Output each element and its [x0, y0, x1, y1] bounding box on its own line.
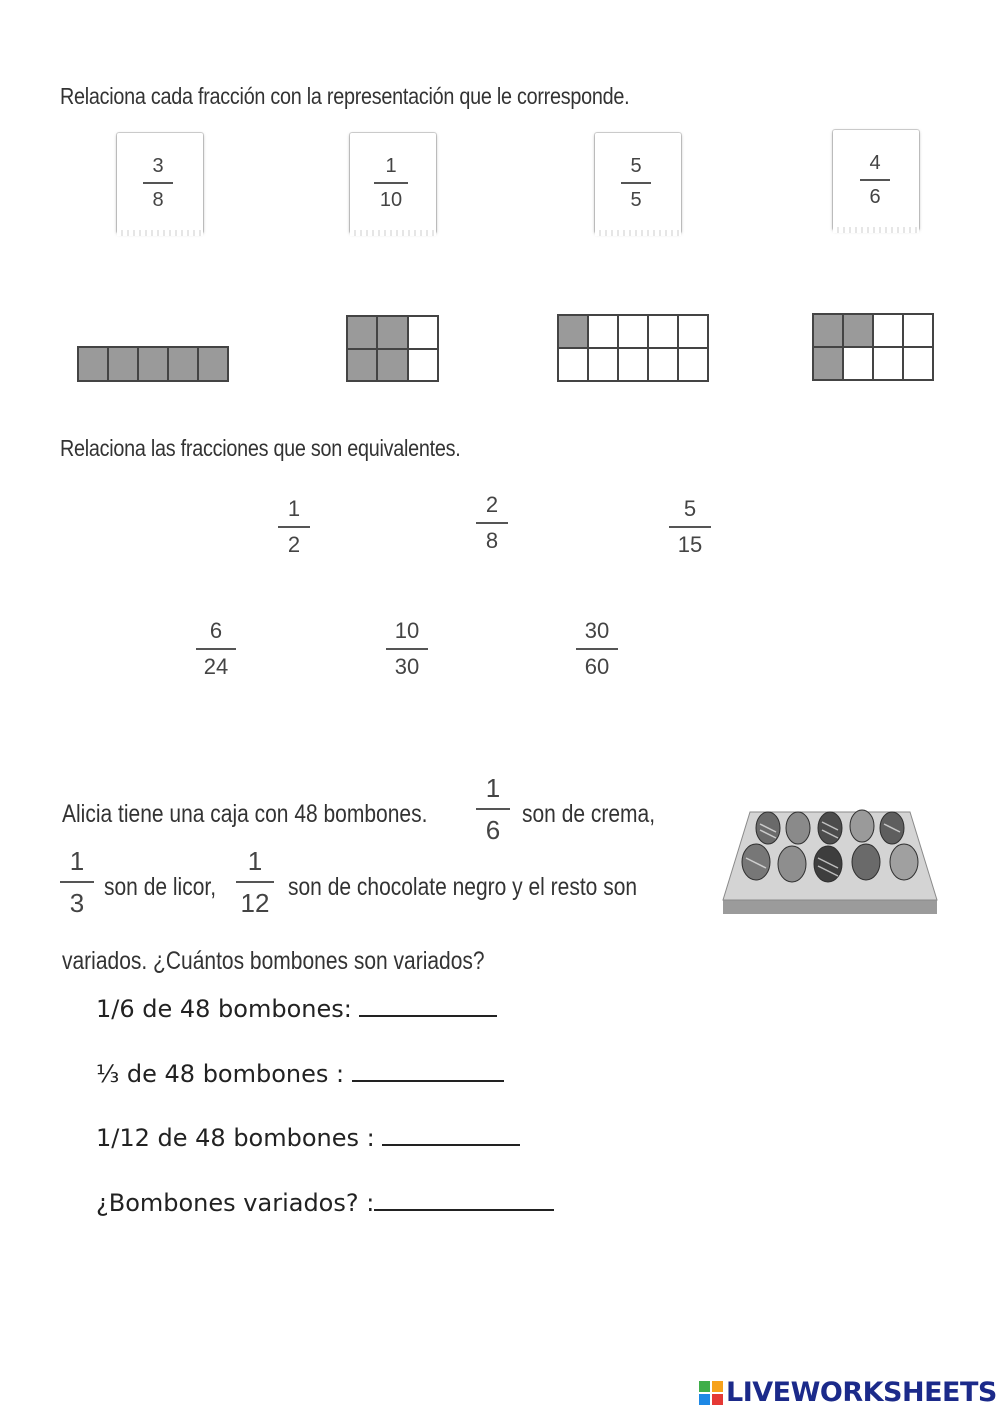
fraction-card-1	[117, 133, 203, 233]
denominator: 10	[379, 188, 403, 211]
question-4-label: ¿Bombones variados? :	[96, 1189, 375, 1217]
fraction-5-5	[621, 156, 651, 210]
empty-cell	[409, 317, 437, 348]
bonbon-box-image	[720, 800, 940, 918]
representation-grid-1	[77, 346, 229, 382]
denominator: 60	[584, 653, 610, 679]
shaded-cell	[109, 348, 137, 380]
question-1-label: 1/6 de 48 bombones:	[96, 995, 360, 1023]
fraction-bar	[278, 526, 310, 528]
shaded-cell	[199, 348, 227, 380]
question-1	[96, 995, 497, 1023]
denominator: 12	[240, 888, 270, 918]
shaded-cell	[814, 315, 842, 346]
fraction-bar	[196, 648, 236, 650]
shaded-cell	[844, 315, 872, 346]
shaded-cell	[378, 317, 406, 348]
section2-heading: Relaciona las fracciones que son equivalentes.	[60, 435, 461, 461]
empty-cell	[904, 348, 932, 379]
problem-crema-text: son de crema,	[522, 800, 656, 828]
numerator: 1	[485, 773, 501, 803]
problem-fraction-crema	[476, 775, 510, 843]
representation-grid-3	[557, 314, 709, 382]
fraction-4-6	[860, 153, 890, 207]
shaded-cell	[139, 348, 167, 380]
problem-fraction-negro	[236, 848, 274, 916]
empty-cell	[679, 316, 707, 347]
brand-text: LIVEWORKSHEETS	[726, 1377, 997, 1408]
empty-cell	[649, 349, 677, 380]
shaded-cell	[348, 317, 376, 348]
empty-cell	[559, 349, 587, 380]
numerator: 10	[394, 618, 420, 643]
fraction-bar	[476, 522, 508, 524]
empty-cell	[409, 350, 437, 381]
equiv-fraction-5-15	[669, 498, 711, 556]
denominator: 3	[69, 888, 85, 918]
answer-blank-2[interactable]	[352, 1062, 504, 1082]
fraction-bar	[386, 648, 428, 650]
empty-cell	[874, 348, 902, 379]
equiv-fraction-2-8	[476, 494, 508, 552]
fraction-card-3	[595, 133, 681, 233]
numerator: 2	[485, 492, 499, 517]
numerator: 3	[152, 155, 164, 177]
representation-grid-4	[812, 313, 934, 381]
empty-cell	[649, 316, 677, 347]
logo-grid-icon	[698, 1380, 724, 1406]
shaded-cell	[169, 348, 197, 380]
problem-line1-text: Alicia tiene una caja con 48 bombones.	[62, 800, 428, 828]
empty-cell	[619, 349, 647, 380]
denominator: 15	[677, 531, 703, 557]
problem-fraction-licor	[60, 848, 94, 916]
empty-cell	[679, 349, 707, 380]
denominator: 8	[485, 527, 499, 553]
numerator: 1	[247, 846, 263, 876]
denominator: 5	[630, 188, 642, 211]
problem-negro-text: son de chocolate negro y el resto son	[288, 873, 638, 901]
numerator: 6	[209, 618, 223, 643]
fraction-3-8	[143, 156, 173, 210]
numerator: 1	[287, 496, 301, 521]
section1-heading: Relaciona cada fracción con la representación que le corresponde.	[60, 83, 630, 109]
fraction-bar	[476, 808, 510, 810]
shaded-cell	[79, 348, 107, 380]
problem-line3-text: variados. ¿Cuántos bombones son variados?	[62, 947, 485, 975]
shaded-cell	[559, 316, 587, 347]
fraction-card-4	[833, 130, 919, 230]
problem-licor-text: son de licor,	[104, 873, 217, 901]
fraction-bar	[60, 881, 94, 883]
question-2	[96, 1060, 504, 1088]
empty-cell	[904, 315, 932, 346]
liveworksheets-logo	[698, 1377, 997, 1408]
numerator: 5	[630, 155, 642, 177]
box-front	[723, 900, 937, 914]
representation-grid-2	[346, 315, 439, 382]
fraction-bar	[860, 179, 890, 181]
question-3	[96, 1124, 520, 1152]
numerator: 5	[683, 496, 697, 521]
equiv-fraction-1-2	[278, 498, 310, 556]
fraction-card-2	[350, 133, 436, 233]
shaded-cell	[814, 348, 842, 379]
equiv-fraction-30-60	[576, 620, 618, 678]
question-4	[96, 1189, 554, 1217]
empty-cell	[874, 315, 902, 346]
numerator: 30	[584, 618, 610, 643]
answer-blank-4[interactable]	[374, 1191, 554, 1211]
empty-cell	[589, 349, 617, 380]
numerator: 1	[385, 155, 397, 177]
answer-blank-1[interactable]	[359, 997, 497, 1017]
empty-cell	[844, 348, 872, 379]
equiv-fraction-6-24	[196, 620, 236, 678]
fraction-bar	[621, 182, 651, 184]
numerator: 4	[869, 152, 881, 174]
denominator: 2	[287, 531, 301, 557]
denominator: 6	[485, 815, 501, 845]
denominator: 24	[203, 653, 229, 679]
question-3-label: 1/12 de 48 bombones :	[96, 1124, 383, 1152]
fraction-bar	[143, 182, 173, 184]
equiv-fraction-10-30	[386, 620, 428, 678]
fraction-bar	[236, 881, 274, 883]
shaded-cell	[378, 350, 406, 381]
empty-cell	[589, 316, 617, 347]
empty-cell	[619, 316, 647, 347]
denominator: 30	[394, 653, 420, 679]
numerator: 1	[69, 846, 85, 876]
fraction-bar	[669, 526, 711, 528]
answer-blank-3[interactable]	[382, 1126, 520, 1146]
question-2-label: ⅓ de 48 bombones :	[96, 1060, 352, 1088]
fraction-bar	[576, 648, 618, 650]
fraction-1-10	[374, 156, 408, 210]
shaded-cell	[348, 350, 376, 381]
denominator: 8	[152, 188, 164, 211]
fraction-bar	[374, 182, 408, 184]
denominator: 6	[869, 185, 881, 208]
